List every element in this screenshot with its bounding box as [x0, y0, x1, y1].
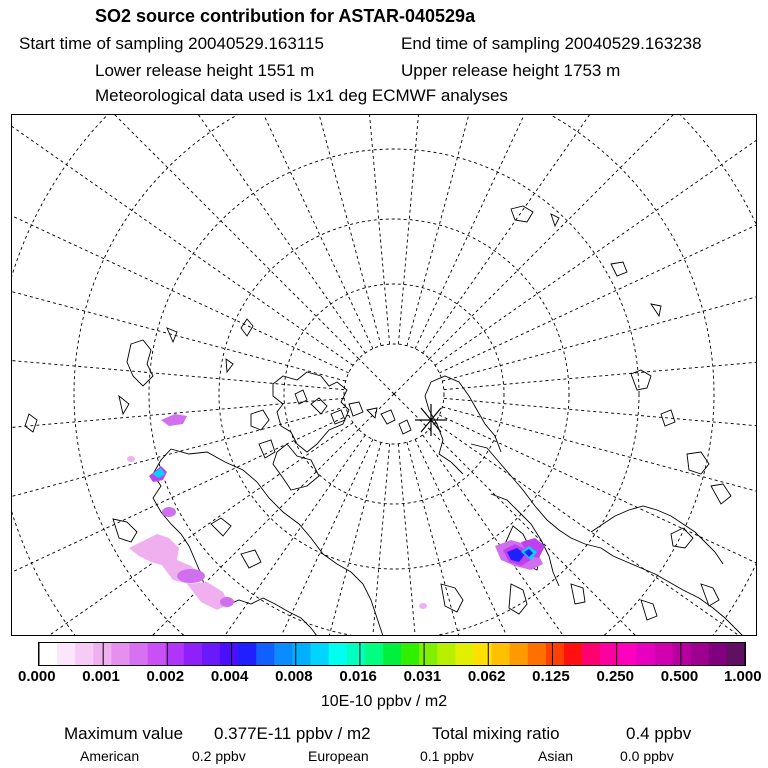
- coastlines: [25, 206, 743, 636]
- meridian: [423, 114, 757, 353]
- colorbar-tick-label: 1.000: [724, 668, 762, 685]
- meridian: [398, 114, 472, 344]
- colorbar-swatch: [673, 643, 692, 665]
- colorbar-swatch: [238, 643, 257, 665]
- meridian: [11, 435, 365, 636]
- colorbar-swatch: [57, 643, 76, 665]
- colorbar-swatch: [166, 643, 185, 665]
- colorbar-swatch: [600, 643, 619, 665]
- meridian: [415, 114, 757, 349]
- meridian: [11, 398, 344, 472]
- colorbar-swatch: [473, 643, 492, 665]
- lower-release-height: Lower release height 1551 m: [95, 61, 315, 80]
- meridian: [11, 114, 365, 353]
- latitude-circle: [11, 114, 757, 636]
- meridian: [161, 114, 381, 346]
- colorbar-swatch: [654, 643, 673, 665]
- colorbar-swatch: [365, 643, 384, 665]
- plume-contour: [162, 507, 176, 517]
- meridian: [442, 161, 757, 381]
- colorbar-swatch: [401, 643, 420, 665]
- colorbar-tick-label: 0.250: [596, 668, 634, 685]
- region-european-value: 0.1 ppbv: [420, 748, 474, 764]
- meridian: [14, 114, 373, 349]
- colorbar-swatch: [202, 643, 221, 665]
- meridian: [11, 161, 346, 381]
- meridian: [359, 359, 394, 394]
- region-american-value: 0.2 ppbv: [192, 748, 246, 764]
- meridian: [429, 114, 757, 359]
- colorbar-tick-label: 0.062: [467, 668, 506, 685]
- region-asian-value: 0.0 ppbv: [620, 748, 674, 764]
- colorbar-tick-label: 0.002: [146, 668, 185, 685]
- colorbar-swatch: [546, 643, 565, 665]
- colorbar-tick-label: 0.008: [275, 668, 313, 685]
- colorbar-swatch: [75, 643, 94, 665]
- plume-contour: [220, 597, 234, 607]
- meridian: [423, 435, 757, 636]
- plume-contour: [177, 569, 205, 583]
- colorbar-swatch: [709, 643, 728, 665]
- colorbar-swatch: [111, 643, 130, 665]
- meridian: [11, 316, 344, 390]
- colorbar-units: 10E-10 ppbv / m2: [320, 693, 448, 710]
- colorbar-swatch: [636, 643, 655, 665]
- total-mixing-value: 0.4 ppbv: [626, 724, 692, 743]
- upper-release-height: Upper release height 1753 m: [401, 61, 621, 80]
- colorbar-swatch: [383, 643, 402, 665]
- end-time: End time of sampling 20040529.163238: [401, 34, 702, 53]
- meridian: [442, 407, 757, 627]
- plume-contour: [127, 456, 135, 462]
- colorbar-swatch: [618, 643, 637, 665]
- colorbar-swatch: [256, 643, 275, 665]
- meridian: [11, 114, 353, 365]
- colorbar-tick-label: 0.001: [82, 668, 120, 685]
- colorbar-swatch: [274, 643, 293, 665]
- colorbar-swatch: [455, 643, 474, 665]
- colorbar-tick-label: 0.000: [18, 668, 56, 685]
- region-american-label: American: [80, 748, 140, 764]
- colorbar-swatch: [292, 643, 311, 665]
- colorbar-swatch: [564, 643, 583, 665]
- region-asian-label: Asian: [538, 748, 574, 764]
- meridian: [435, 114, 757, 365]
- colorbar-swatch: [347, 643, 366, 665]
- meteorological-data: Meteorological data used is 1x1 deg ECMWF analyses: [95, 86, 508, 105]
- colorbar-swatch: [311, 643, 330, 665]
- colorbar-tick-label: 0.016: [339, 668, 377, 685]
- start-time: Start time of sampling 20040529.163115: [19, 34, 324, 53]
- colorbar-swatch: [39, 643, 58, 665]
- colorbar-tick-label: 0.004: [210, 668, 249, 685]
- colorbar-swatch: [184, 643, 203, 665]
- max-value-label: Maximum value: [64, 724, 184, 743]
- colorbar-swatch: [220, 643, 239, 665]
- polar-map: [11, 114, 757, 636]
- plume-contour: [419, 603, 427, 609]
- meridian: [429, 429, 757, 636]
- colorbar-swatch: [437, 643, 456, 665]
- map-frame: [12, 115, 757, 636]
- colorbar-swatch: [148, 643, 167, 665]
- colorbar-swatch: [329, 643, 348, 665]
- colorbar-swatch: [93, 643, 112, 665]
- colorbar-swatch: [691, 643, 710, 665]
- meridian: [394, 359, 429, 394]
- meridian: [439, 114, 757, 373]
- total-mixing-label: Total mixing ratio: [432, 724, 560, 743]
- meridian: [407, 442, 627, 636]
- plume-contours: [127, 414, 545, 610]
- meridian: [316, 444, 390, 636]
- meridian: [316, 114, 390, 344]
- plume-contour: [129, 534, 179, 566]
- region-european-label: European: [308, 748, 369, 764]
- colorbar-swatch: [528, 643, 547, 665]
- meridian: [161, 442, 381, 636]
- colorbar-swatch: [130, 643, 149, 665]
- colorbar-swatch: [510, 643, 529, 665]
- colorbar-swatch: [727, 643, 746, 665]
- colorbar-tick-label: 0.125: [532, 668, 570, 685]
- meridian: [11, 114, 349, 373]
- colorbar: [38, 642, 746, 666]
- meridian: [11, 407, 346, 627]
- graticule: [11, 114, 757, 636]
- colorbar-tick-label: 0.500: [660, 668, 699, 685]
- meridian: [11, 114, 359, 359]
- max-value: 0.377E-11 ppbv / m2: [214, 724, 371, 743]
- colorbar-swatch: [492, 643, 511, 665]
- colorbar-swatch: [582, 643, 601, 665]
- colorbar-swatch: [419, 643, 438, 665]
- map-title: SO2 source contribution for ASTAR-040529a: [95, 6, 476, 26]
- meridian: [11, 423, 353, 636]
- meridian: [407, 114, 627, 346]
- plume-contour: [161, 414, 187, 426]
- colorbar-tick-label: 0.031: [403, 668, 442, 685]
